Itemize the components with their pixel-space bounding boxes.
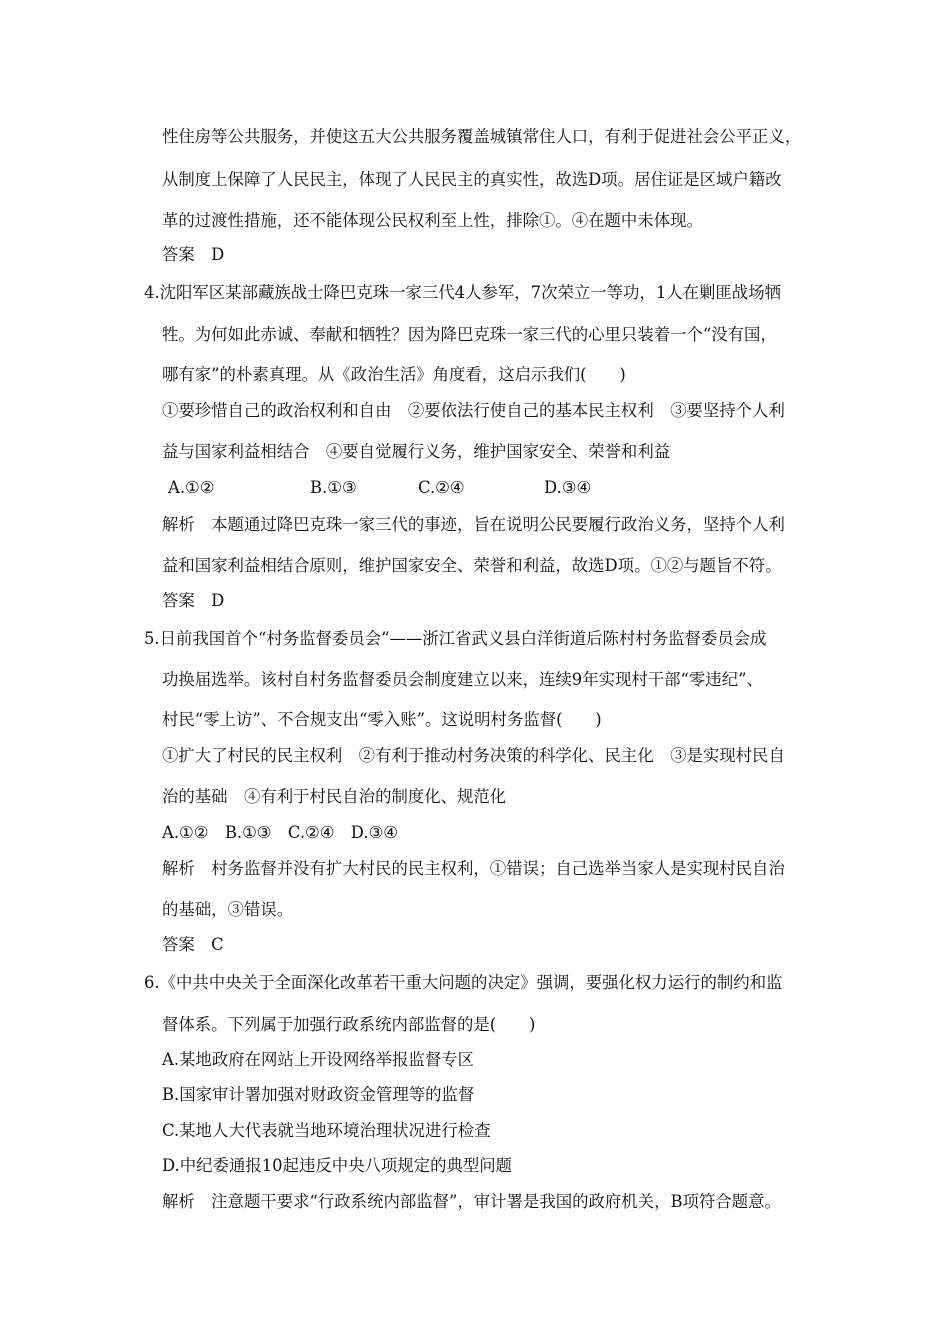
answer-line: 答案 C: [162, 935, 224, 954]
option-c: C.某地人大代表就当地环境治理状况进行检查: [162, 1121, 491, 1140]
text-line: 哪有家”的朴素真理。从《政治生活》角度看，这启示我们( ): [162, 365, 626, 384]
option-b: B.国家审计署加强对财政资金管理等的监督: [162, 1085, 475, 1104]
text-line: ①要珍惜自己的政治权利和自由 ②要依法行使自己的基本民主权利 ③要坚持个人利: [162, 401, 785, 420]
text-line: 益和国家利益相结合原则，维护国家安全、荣誉和利益，故选D项。①②与题旨不符。: [162, 556, 782, 575]
question-6-stem: 6.《中共中央关于全面深化改革若干重大问题的决定》强调，要强化权力运行的制约和监: [144, 973, 783, 992]
analysis-line: 解析 本题通过降巴克珠一家三代的事迹，旨在说明公民要履行政治义务，坚持个人利: [162, 515, 785, 534]
text-line: 牲。为何如此赤诚、奉献和牺牲？因为降巴克珠一家三代的心里只装着一个“没有国，: [162, 325, 777, 344]
text-line: 的基础，③错误。: [162, 900, 294, 919]
option-b: B.①③: [310, 478, 357, 497]
answer-line: 答案 D: [162, 245, 225, 264]
question-5-options: A.①② B.①③ C.②④ D.③④: [162, 823, 398, 842]
text-line: 督体系。下列属于加强行政系统内部监督的是( ): [162, 1015, 536, 1034]
option-d: D.③④: [544, 478, 592, 497]
text-line: 从制度上保障了人民民主，体现了人民民主的真实性，故选D项。居住证是区域户籍改: [162, 170, 782, 189]
text-line: ①扩大了村民的民主权利 ②有利于推动村务决策的科学化、民主化 ③是实现村民自: [162, 746, 785, 765]
text-line: 功换届选举。该村自村务监督委员会制度建立以来，连续9年实现村干部“零违纪”、: [162, 670, 763, 689]
text-line: 性住房等公共服务，并使这五大公共服务覆盖城镇常住人口，有利于促进社会公平正义，: [162, 127, 802, 146]
answer-line: 答案 D: [162, 591, 225, 610]
text-line: 治的基础 ④有利于村民自治的制度化、规范化: [162, 787, 507, 806]
analysis-line: 解析 村务监督并没有扩大村民的民主权利，①错误；自己选举当家人是实现村民自治: [162, 859, 785, 878]
text-line: 益与国家利益相结合 ④要自觉履行义务，维护国家安全、荣誉和利益: [162, 442, 671, 461]
question-5-stem: 5.日前我国首个“村务监督委员会”——浙江省武义县白洋街道后陈村村务监督委员会成: [144, 629, 767, 648]
option-d: D.中纪委通报10起违反中央八项规定的典型问题: [162, 1156, 513, 1175]
text-line: 革的过渡性措施，还不能体现公民权利至上性，排除①。④在题中未体现。: [162, 211, 703, 230]
analysis-line: 解析 注意题干要求“行政系统内部监督”，审计署是我国的政府机关，B项符合题意。: [162, 1192, 781, 1211]
question-4-stem: 4.沈阳军区某部藏族战士降巴克珠一家三代4人参军，7次荣立一等功，1人在剿匪战场牺: [144, 283, 781, 302]
option-c: C.②④: [418, 478, 465, 497]
question-4-options: [0, 477, 950, 499]
text-line: 村民“零上访”、不合规支出“零入账”。这说明村务监督( ): [162, 710, 602, 729]
option-a: A.某地政府在网站上开设网络举报监督专区: [162, 1050, 475, 1069]
option-a: A.①②: [168, 478, 215, 497]
